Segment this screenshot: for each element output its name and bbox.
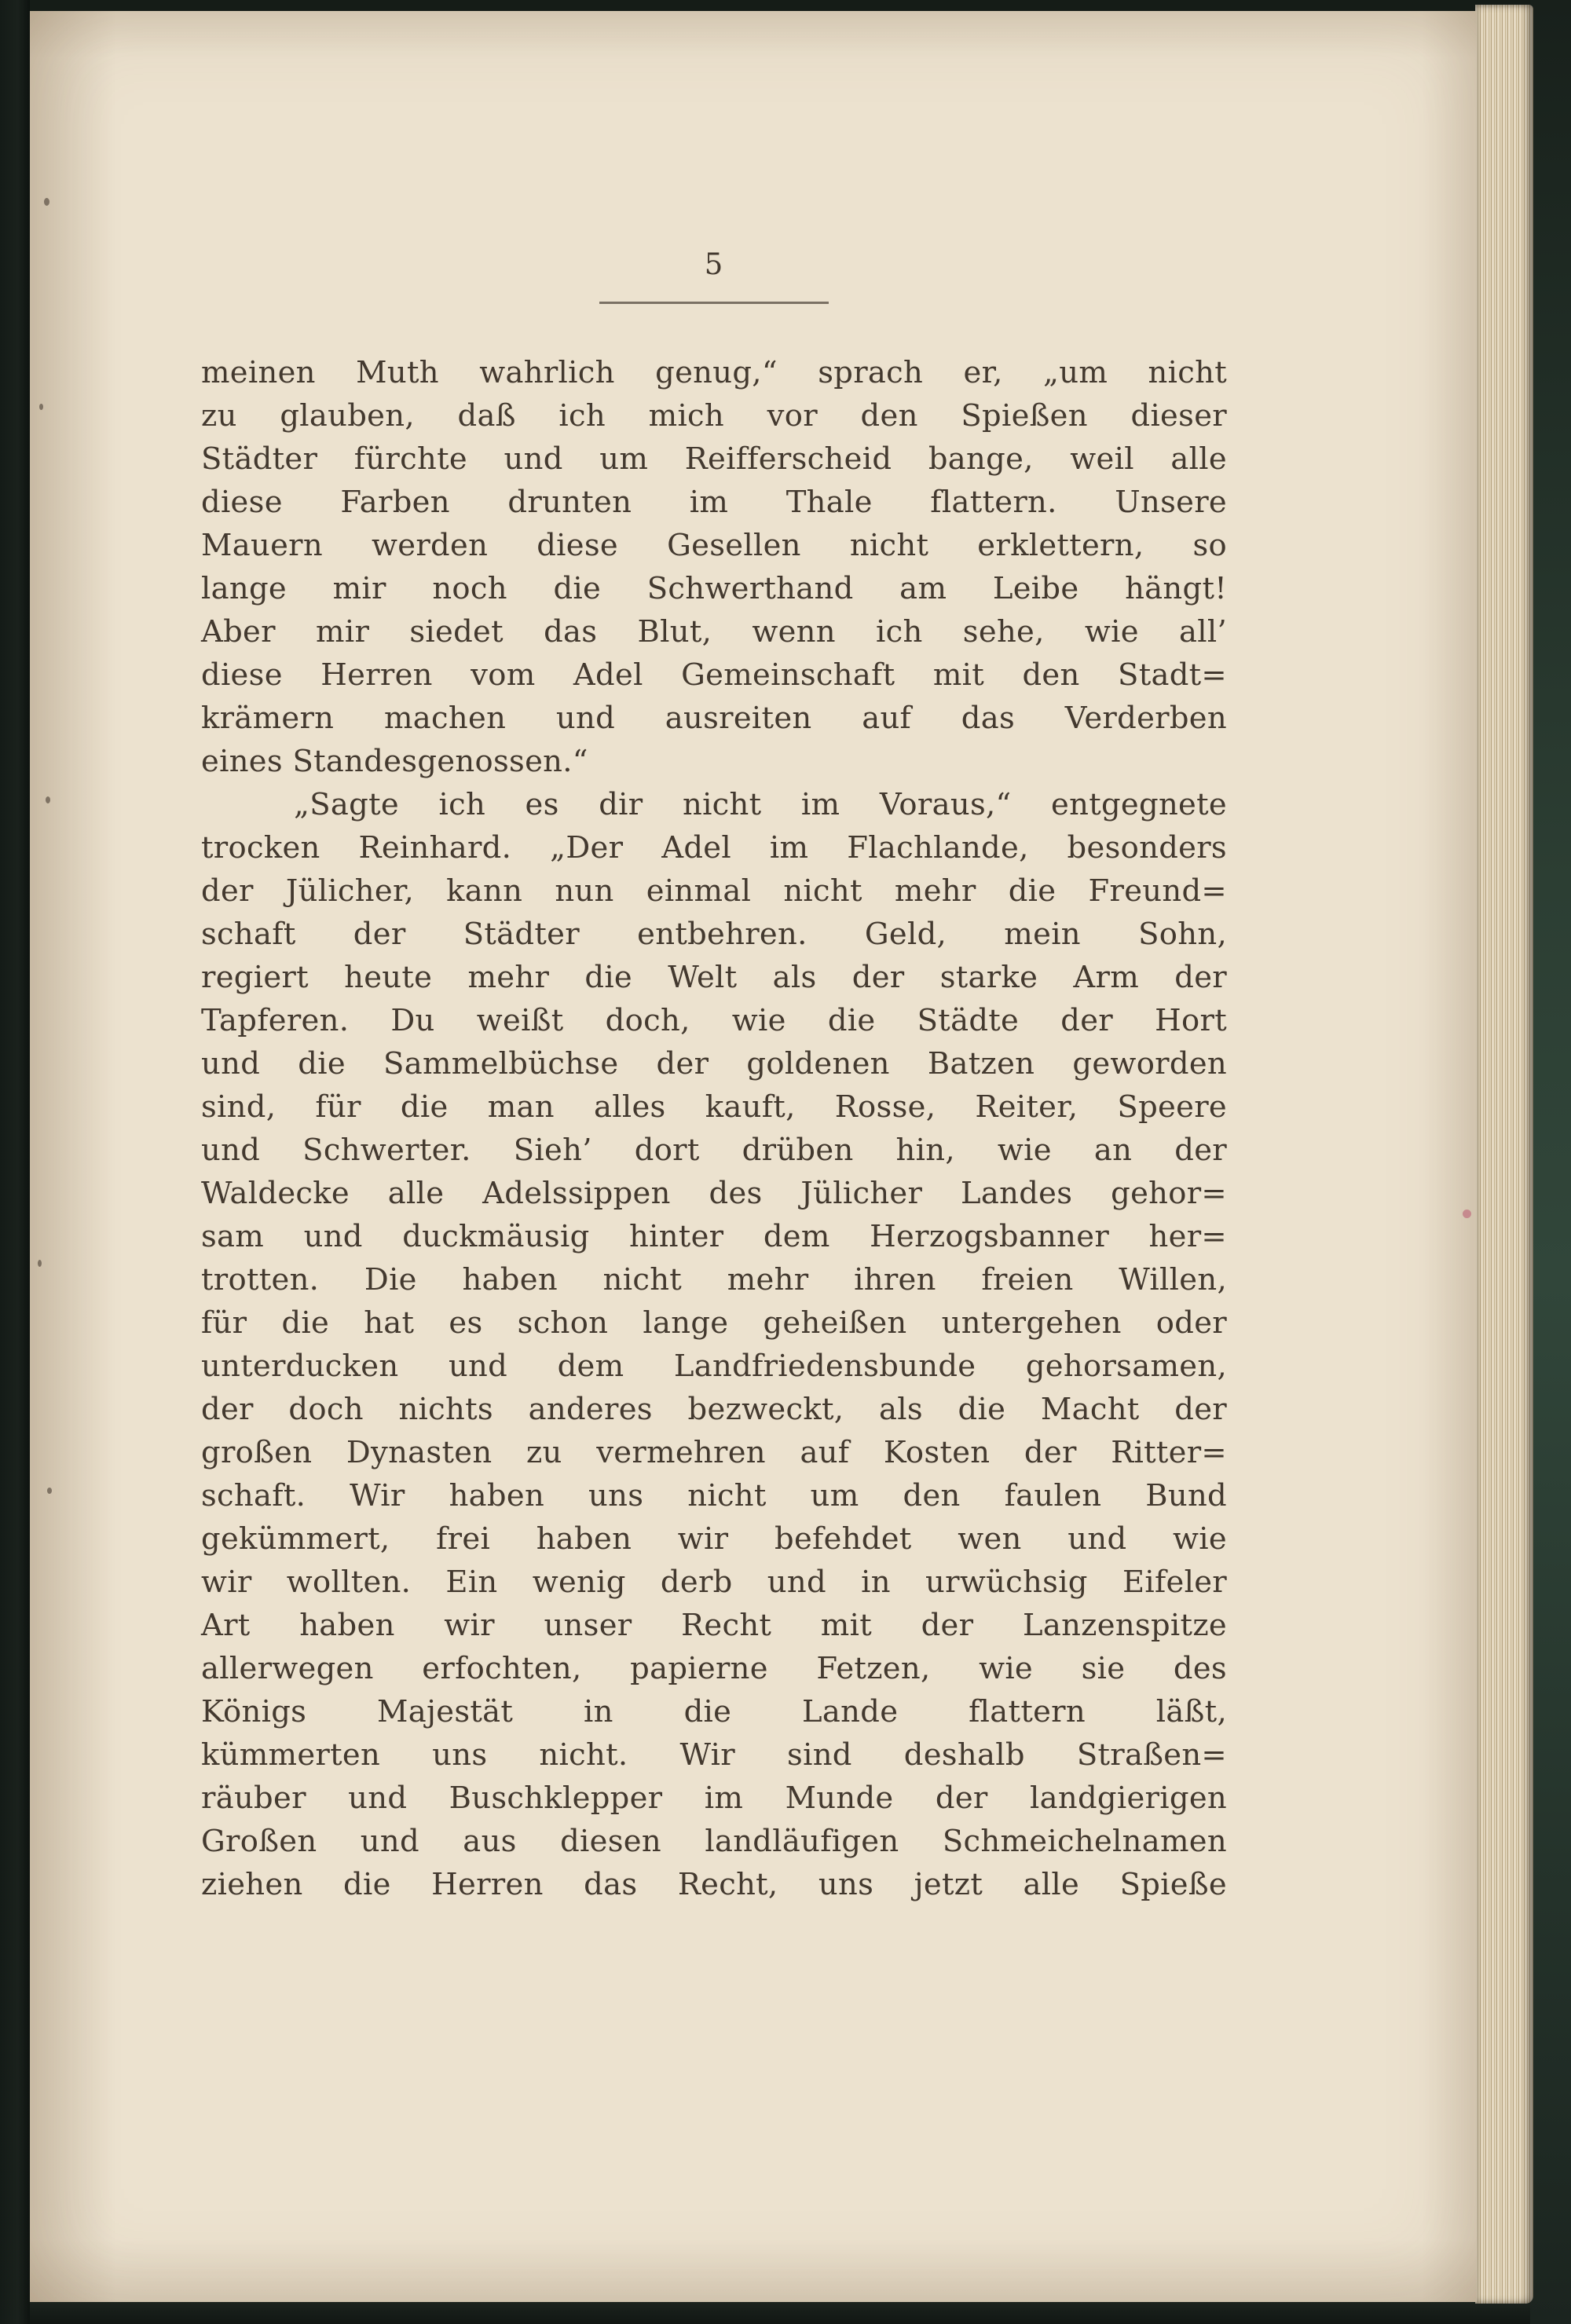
text-line: trocken Reinhard. „Der Adel im Flachlande, besonders <box>201 830 1227 866</box>
text-line: Waldecke alle Adelssippen des Jülicher Landes gehor= <box>201 1176 1227 1211</box>
paragraph-1 <box>201 351 1227 783</box>
page-number: 5 <box>704 247 724 281</box>
text-line: trotten. Die haben nicht mehr ihren freien Willen, <box>201 1262 1227 1297</box>
paper-speck <box>44 198 49 206</box>
paper-speck <box>47 1488 52 1494</box>
text-line: unterducken und dem Landfriedensbunde gehorsamen, <box>201 1349 1227 1384</box>
background-bottom <box>30 2300 1530 2324</box>
book-binding-left <box>0 0 30 2324</box>
text-line: Königs Majestät in die Lande flattern läßt, <box>201 1694 1227 1729</box>
text-line: Städter fürchte und um Reifferscheid bange, weil alle <box>201 441 1227 477</box>
text-line: der doch nichts anderes bezweckt, als die Macht der <box>201 1392 1227 1427</box>
text-line: sind, für die man alles kauft, Rosse, Reiter, Speere <box>201 1089 1227 1125</box>
text-line: Tapferen. Du weißt doch, wie die Städte der Hort <box>201 1003 1227 1038</box>
text-line: lange mir noch die Schwerthand am Leibe hängt! <box>201 571 1227 606</box>
text-line: für die hat es schon lange geheißen untergehen oder <box>201 1305 1227 1341</box>
text-line: und die Sammelbüchse der goldenen Batzen geworden <box>201 1046 1227 1081</box>
text-line: regiert heute mehr die Welt als der starke Arm der <box>201 960 1227 995</box>
page-number-rule <box>599 302 829 304</box>
text-line: ziehen die Herren das Recht, uns jetzt alle Spieße <box>201 1867 1227 1902</box>
text-line: Mauern werden diese Gesellen nicht erklettern, so <box>201 528 1227 563</box>
text-line: zu glauben, daß ich mich vor den Spießen dieser <box>201 398 1227 434</box>
text-line: diese Farben drunten im Thale flattern. Unsere <box>201 485 1227 520</box>
text-line: eines Standesgenossen.“ <box>201 744 588 779</box>
page-edges-stack <box>1475 5 1533 2304</box>
page-content <box>201 247 1227 1906</box>
text-line: Großen und aus diesen landläufigen Schmeichelnamen <box>201 1824 1227 1859</box>
text-line: gekümmert, frei haben wir befehdet wen und wie <box>201 1521 1227 1557</box>
text-line: Art haben wir unser Recht mit der Lanzenspitze <box>201 1608 1227 1643</box>
text-line: meinen Muth wahrlich genug,“ sprach er, „um nicht <box>201 355 1227 390</box>
paper-speck <box>38 1260 42 1267</box>
text-line: Aber mir siedet das Blut, wenn ich sehe, wie all’ <box>201 614 1227 650</box>
paragraph-2 <box>201 783 1227 1906</box>
book-page <box>30 11 1477 2302</box>
background-top <box>30 0 1530 11</box>
text-line: sam und duckmäusig hinter dem Herzogsbanner her= <box>201 1219 1227 1254</box>
text-line: der Jülicher, kann nun einmal nicht mehr die Freund= <box>201 873 1227 909</box>
paper-speck <box>39 404 43 410</box>
text-line: wir wollten. Ein wenig derb und in urwüchsig Eifeler <box>201 1565 1227 1600</box>
text-line: und Schwerter. Sieh’ dort drüben hin, wie an der <box>201 1133 1227 1168</box>
text-line: „Sagte ich es dir nicht im Voraus,“ entgegnete <box>294 787 1227 822</box>
text-line: schaft. Wir haben uns nicht um den faulen Bund <box>201 1478 1227 1513</box>
text-line: schaft der Städter entbehren. Geld, mein Sohn, <box>201 917 1227 952</box>
paper-speck <box>46 796 50 803</box>
text-line: allerwegen erfochten, papierne Fetzen, wie sie des <box>201 1651 1227 1686</box>
text-line: diese Herren vom Adel Gemeinschaft mit den Stadt= <box>201 657 1227 693</box>
text-line: krämern machen und ausreiten auf das Verderben <box>201 701 1227 736</box>
book-cover-right <box>1530 0 1571 2324</box>
text-line: räuber und Buschklepper im Munde der landgierigen <box>201 1781 1227 1816</box>
text-line: großen Dynasten zu vermehren auf Kosten der Ritter= <box>201 1435 1227 1470</box>
text-line: kümmerten uns nicht. Wir sind deshalb Straßen= <box>201 1737 1227 1773</box>
